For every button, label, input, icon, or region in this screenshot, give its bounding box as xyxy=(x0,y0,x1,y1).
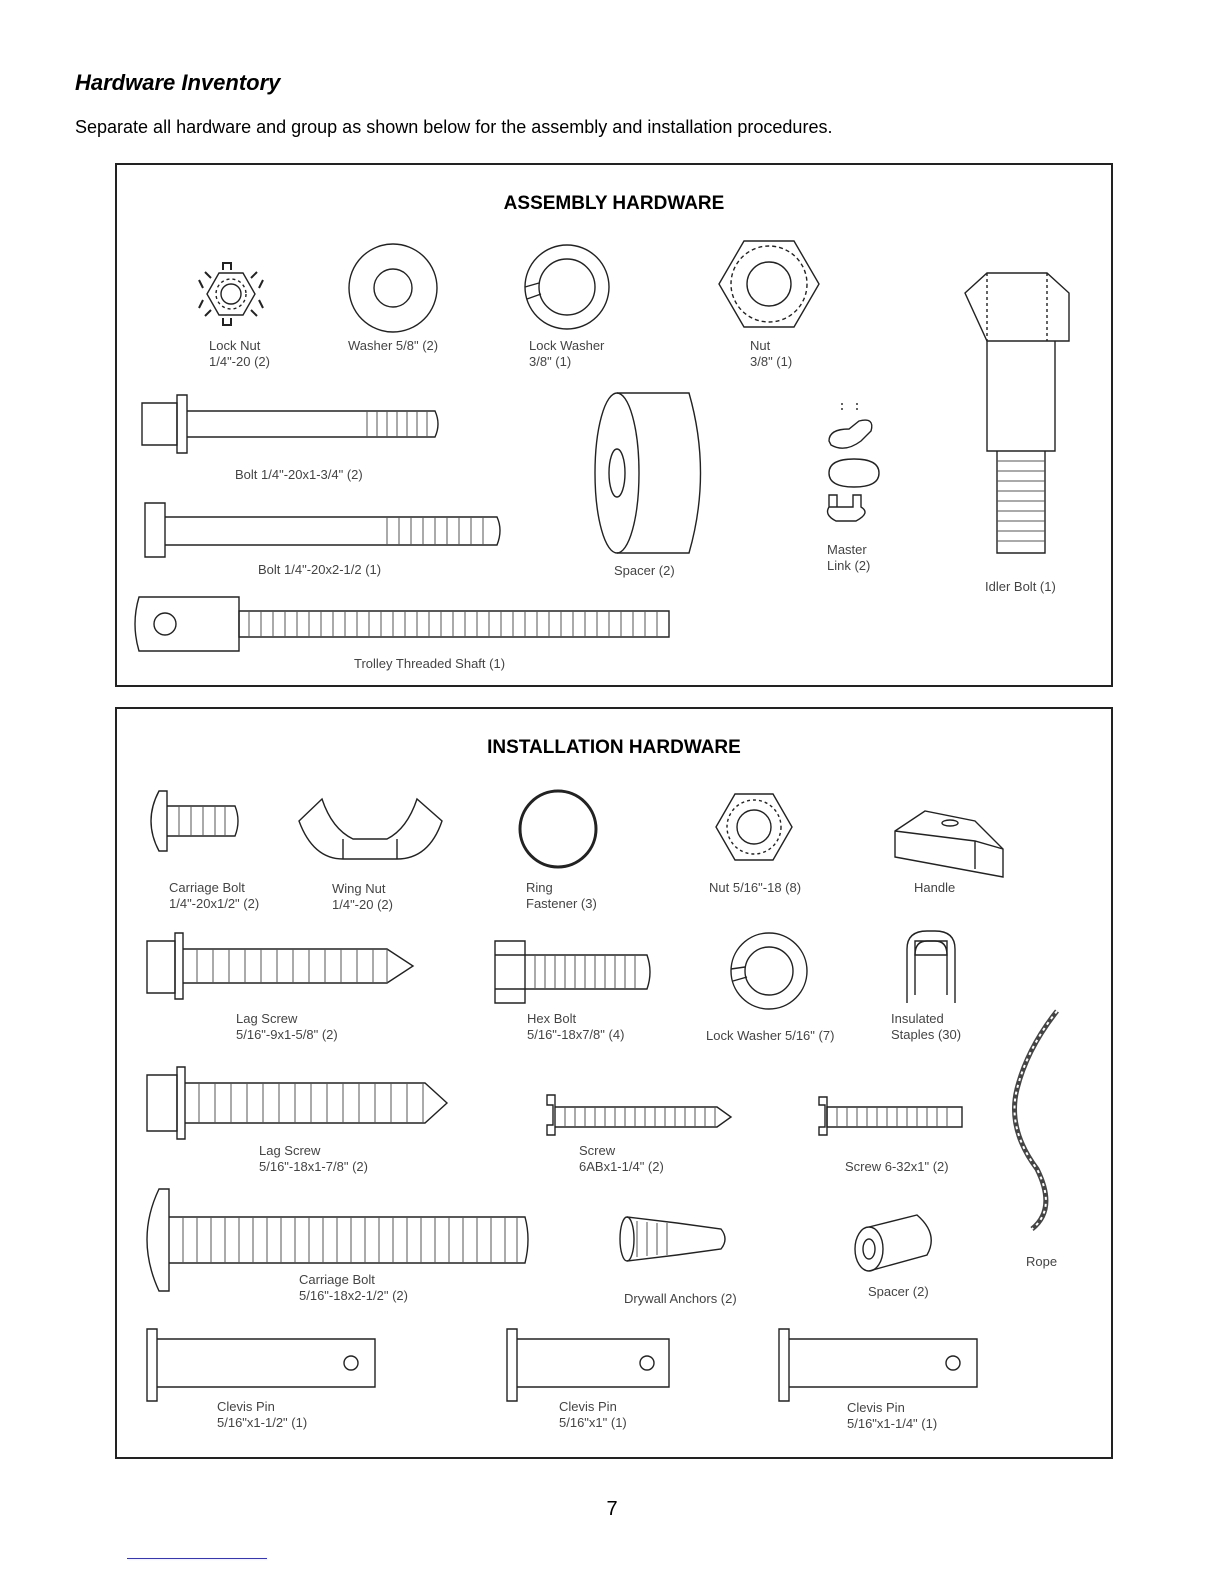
lag-screw-long-label xyxy=(259,1143,368,1175)
hex-bolt-drawing xyxy=(495,941,650,1003)
ring-fastener-label xyxy=(526,880,597,912)
clevis-pin-short-label xyxy=(559,1399,627,1431)
lock-washer-5-16-label: Lock Washer 5/16" (7) xyxy=(706,1028,835,1043)
lock-washer-name: Lock Washer xyxy=(529,338,605,353)
wing-nut-label xyxy=(332,881,393,913)
drywall-anchor-drawing xyxy=(620,1217,725,1261)
carriage-bolt-small-label xyxy=(169,880,259,912)
handle-label: Handle xyxy=(914,880,956,895)
clevis-pin-long-drawing xyxy=(147,1329,375,1401)
assembly-hardware-panel xyxy=(115,163,1113,687)
screw-6-32-label: Screw 6-32x1" (2) xyxy=(845,1159,949,1174)
assembly-heading: ASSEMBLY HARDWARE xyxy=(503,193,725,214)
master-link-spec: Link (2) xyxy=(827,558,871,573)
insulated-staples-spec: Staples (30) xyxy=(891,1027,962,1042)
handle-drawing xyxy=(895,811,1003,877)
nut-spec: 3/8" (1) xyxy=(750,354,793,369)
screw-6ab-drawing xyxy=(547,1095,731,1135)
page-title: Hardware Inventory xyxy=(75,70,281,95)
clevis-pin-long-label xyxy=(217,1399,307,1431)
drywall-anchors-label: Drywall Anchors (2) xyxy=(624,1291,737,1306)
clevis-pin-medium-spec: 5/16"x1-1/4" (1) xyxy=(847,1416,938,1431)
lag-screw-short-name: Lag Screw xyxy=(236,1011,298,1026)
nut-5-16-drawing xyxy=(716,794,792,860)
lock-nut-name: Lock Nut xyxy=(209,338,261,353)
idler-bolt-drawing xyxy=(965,273,1069,553)
clevis-pin-medium-label xyxy=(847,1400,937,1432)
hex-bolt-name: Hex Bolt xyxy=(527,1011,577,1026)
clevis-pin-medium-name: Clevis Pin xyxy=(847,1400,905,1415)
lag-screw-long-drawing xyxy=(147,1067,447,1139)
clevis-pin-short-spec: 5/16"x1" (1) xyxy=(559,1415,627,1430)
lock-washer-5-16-drawing xyxy=(731,933,807,1009)
rope-label: Rope xyxy=(1026,1254,1058,1269)
spacer-drawing xyxy=(595,393,701,553)
insulated-staples-drawing xyxy=(907,931,955,1003)
installation-heading: INSTALLATION HARDWARE xyxy=(487,737,741,758)
screw-6ab-label xyxy=(579,1143,664,1175)
lag-screw-long-spec: 5/16"-18x1-7/8" (2) xyxy=(259,1159,368,1174)
page-number: 7 xyxy=(606,1498,618,1520)
bolt-short-drawing xyxy=(142,395,438,453)
carriage-bolt-small-name: Carriage Bolt xyxy=(169,880,245,895)
washer-label: Washer 5/8" (2) xyxy=(348,338,439,353)
screw-6ab-name: Screw xyxy=(579,1143,616,1158)
washer-drawing xyxy=(349,244,437,332)
screw-6-32-drawing xyxy=(819,1097,962,1135)
bolt-long-label: Bolt 1/4"-20x2-1/2 (1) xyxy=(258,562,382,577)
carriage-bolt-small-drawing xyxy=(151,791,238,851)
lock-washer-label xyxy=(529,338,604,370)
assembly-drawings xyxy=(117,165,1115,689)
installation-drawings xyxy=(117,709,1115,1461)
wing-nut-drawing xyxy=(299,799,442,859)
lag-screw-short-spec: 5/16"-9x1-5/8" (2) xyxy=(236,1027,338,1042)
wing-nut-name: Wing Nut xyxy=(332,881,386,896)
lock-nut-spec: 1/4"-20 (2) xyxy=(209,354,270,369)
footer-rule xyxy=(127,1558,267,1559)
nut-label xyxy=(750,338,792,370)
nut-5-16-label: Nut 5/16"-18 (8) xyxy=(709,880,802,895)
bolt-short-label: Bolt 1/4"-20x1-3/4" (2) xyxy=(235,467,363,482)
carriage-bolt-small-spec: 1/4"-20x1/2" (2) xyxy=(169,896,260,911)
ring-fastener-name: Ring xyxy=(526,880,553,895)
spacer-small-label: Spacer (2) xyxy=(868,1284,929,1299)
installation-hardware-panel xyxy=(115,707,1113,1459)
clevis-pin-long-spec: 5/16"x1-1/2" (1) xyxy=(217,1415,308,1430)
lag-screw-short-label xyxy=(236,1011,338,1043)
lock-nut-drawing xyxy=(199,263,263,325)
hex-bolt-label xyxy=(527,1011,624,1043)
idler-bolt-label: Idler Bolt (1) xyxy=(985,579,1056,594)
spacer-label: Spacer (2) xyxy=(614,563,675,578)
lock-washer-spec: 3/8" (1) xyxy=(529,354,572,369)
carriage-bolt-large-spec: 5/16"-18x2-1/2" (2) xyxy=(299,1288,408,1303)
clevis-pin-short-name: Clevis Pin xyxy=(559,1399,617,1414)
lock-nut-label xyxy=(209,338,270,370)
master-link-label xyxy=(827,542,870,574)
clevis-pin-short-drawing xyxy=(507,1329,669,1401)
bolt-long-drawing xyxy=(145,503,500,557)
lag-screw-short-drawing xyxy=(147,933,413,999)
clevis-pin-long-name: Clevis Pin xyxy=(217,1399,275,1414)
spacer-small-drawing xyxy=(855,1215,931,1271)
nut-drawing xyxy=(719,241,819,327)
rope-drawing xyxy=(1015,1011,1058,1229)
lag-screw-long-name: Lag Screw xyxy=(259,1143,321,1158)
insulated-staples-label xyxy=(891,1011,961,1043)
lock-washer-drawing xyxy=(525,245,609,329)
screw-6ab-spec: 6ABx1-1/4" (2) xyxy=(579,1159,664,1174)
clevis-pin-medium-drawing xyxy=(779,1329,977,1401)
master-link-name: Master xyxy=(827,542,867,557)
carriage-bolt-large-label xyxy=(299,1272,408,1304)
ring-fastener-drawing xyxy=(520,791,596,867)
trolley-shaft-drawing xyxy=(135,597,669,651)
ring-fastener-spec: Fastener (3) xyxy=(526,896,597,911)
trolley-shaft-label: Trolley Threaded Shaft (1) xyxy=(354,656,506,671)
insulated-staples-name: Insulated xyxy=(891,1011,944,1026)
nut-name: Nut xyxy=(750,338,771,353)
hex-bolt-spec: 5/16"-18x7/8" (4) xyxy=(527,1027,625,1042)
master-link-drawing xyxy=(828,403,879,521)
wing-nut-spec: 1/4"-20 (2) xyxy=(332,897,393,912)
carriage-bolt-large-name: Carriage Bolt xyxy=(299,1272,375,1287)
intro-text: Separate all hardware and group as shown below for the assembly and installation procedures. xyxy=(75,117,833,137)
